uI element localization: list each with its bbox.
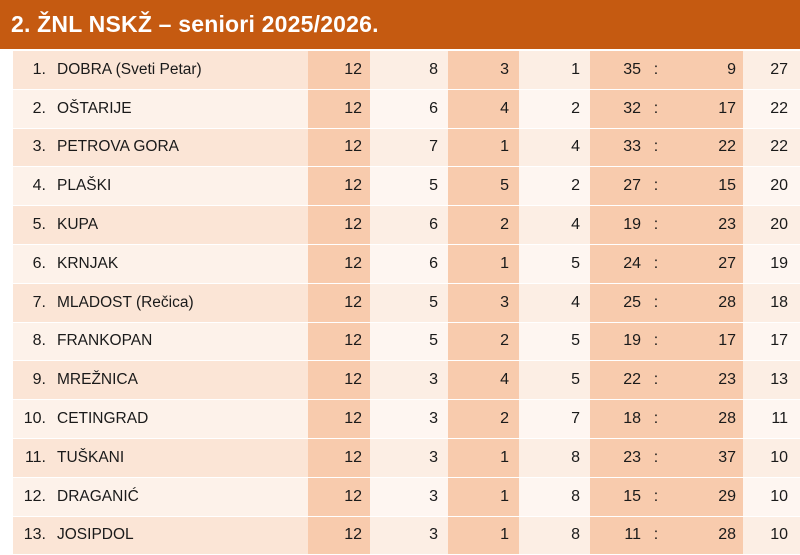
position-cell: 8.: [32, 332, 46, 350]
goals-for-cell: 24: [590, 245, 643, 283]
lost-cell: 8: [519, 478, 590, 516]
draw-cell: 2: [448, 323, 519, 361]
team-name-cell: MREŽNICA: [57, 371, 138, 389]
won-cell: 8: [370, 51, 448, 89]
goals-separator: :: [643, 478, 669, 516]
points-cell: 11: [743, 400, 800, 438]
goals-separator: :: [643, 323, 669, 361]
goals-against-cell: 23: [669, 206, 743, 244]
goals-against-cell: 27: [669, 245, 743, 283]
table-row: [13, 400, 800, 439]
goals-separator: :: [643, 167, 669, 205]
position-cell: 2.: [32, 99, 46, 117]
position-cell: 6.: [32, 254, 46, 272]
team-name-cell: PETROVA GORA: [57, 138, 180, 156]
position-cell: 3.: [32, 138, 46, 156]
position-cell: 9.: [32, 371, 46, 389]
team-name-cell: KUPA: [57, 216, 99, 234]
draw-cell: 1: [448, 517, 519, 555]
table-row: [13, 284, 800, 323]
team-name-cell: DOBRA (Sveti Petar): [57, 60, 202, 78]
goals-against-cell: 28: [669, 284, 743, 322]
table-row: [13, 245, 800, 284]
team-name-cell: TUŠKANI: [57, 448, 125, 466]
table-row: [13, 51, 800, 90]
table-row: [13, 478, 800, 517]
table-row: [13, 90, 800, 129]
won-cell: 5: [370, 284, 448, 322]
played-cell: 12: [308, 478, 370, 516]
goals-for-cell: 19: [590, 206, 643, 244]
points-cell: 20: [743, 167, 800, 205]
won-cell: 7: [370, 129, 448, 167]
played-cell: 12: [308, 361, 370, 399]
lost-cell: 4: [519, 284, 590, 322]
lost-cell: 8: [519, 517, 590, 555]
position-cell: 12.: [23, 487, 46, 505]
goals-separator: :: [643, 284, 669, 322]
points-cell: 10: [743, 478, 800, 516]
team-name-cell: PLAŠKI: [57, 177, 112, 195]
goals-separator: :: [643, 361, 669, 399]
won-cell: 3: [370, 400, 448, 438]
goals-separator: :: [643, 90, 669, 128]
position-cell: 5.: [32, 216, 46, 234]
goals-against-cell: 28: [669, 400, 743, 438]
draw-cell: 2: [448, 400, 519, 438]
goals-separator: :: [643, 51, 669, 89]
played-cell: 12: [308, 129, 370, 167]
table-row: [13, 361, 800, 400]
goals-for-cell: 22: [590, 361, 643, 399]
goals-against-cell: 37: [669, 439, 743, 477]
won-cell: 3: [370, 439, 448, 477]
draw-cell: 3: [448, 51, 519, 89]
lost-cell: 2: [519, 167, 590, 205]
goals-for-cell: 19: [590, 323, 643, 361]
draw-cell: 1: [448, 129, 519, 167]
draw-cell: 1: [448, 439, 519, 477]
lost-cell: 5: [519, 245, 590, 283]
goals-for-cell: 15: [590, 478, 643, 516]
won-cell: 5: [370, 323, 448, 361]
goals-for-cell: 18: [590, 400, 643, 438]
team-name-cell: DRAGANIĆ: [57, 487, 139, 505]
points-cell: 10: [743, 517, 800, 555]
won-cell: 6: [370, 245, 448, 283]
team-name-cell: FRANKOPAN: [57, 332, 153, 350]
position-cell: 7.: [32, 293, 46, 311]
goals-for-cell: 27: [590, 167, 643, 205]
lost-cell: 1: [519, 51, 590, 89]
played-cell: 12: [308, 400, 370, 438]
draw-cell: 1: [448, 478, 519, 516]
position-cell: 4.: [32, 177, 46, 195]
goals-separator: :: [643, 400, 669, 438]
draw-cell: 4: [448, 361, 519, 399]
played-cell: 12: [308, 323, 370, 361]
goals-against-cell: 17: [669, 323, 743, 361]
table-row: [13, 323, 800, 362]
position-cell: 1.: [32, 60, 46, 78]
played-cell: 12: [308, 90, 370, 128]
played-cell: 12: [308, 167, 370, 205]
draw-cell: 5: [448, 167, 519, 205]
draw-cell: 3: [448, 284, 519, 322]
played-cell: 12: [308, 206, 370, 244]
played-cell: 12: [308, 245, 370, 283]
won-cell: 3: [370, 478, 448, 516]
team-name-cell: OŠTARIJE: [57, 99, 132, 117]
points-cell: 22: [743, 90, 800, 128]
goals-separator: :: [643, 129, 669, 167]
goals-separator: :: [643, 245, 669, 283]
points-cell: 13: [743, 361, 800, 399]
table-row: [13, 129, 800, 168]
draw-cell: 4: [448, 90, 519, 128]
points-cell: 27: [743, 51, 800, 89]
goals-for-cell: 35: [590, 51, 643, 89]
goals-for-cell: 32: [590, 90, 643, 128]
team-name-cell: JOSIPDOL: [57, 526, 134, 544]
lost-cell: 4: [519, 206, 590, 244]
points-cell: 18: [743, 284, 800, 322]
points-cell: 19: [743, 245, 800, 283]
draw-cell: 1: [448, 245, 519, 283]
lost-cell: 8: [519, 439, 590, 477]
played-cell: 12: [308, 51, 370, 89]
goals-separator: :: [643, 439, 669, 477]
table-row: [13, 206, 800, 245]
goals-separator: :: [643, 517, 669, 555]
goals-for-cell: 25: [590, 284, 643, 322]
goals-against-cell: 9: [669, 51, 743, 89]
points-cell: 22: [743, 129, 800, 167]
goals-against-cell: 17: [669, 90, 743, 128]
team-name-cell: MLADOST (Rečica): [57, 293, 194, 311]
won-cell: 5: [370, 167, 448, 205]
table-row: [13, 439, 800, 478]
points-cell: 10: [743, 439, 800, 477]
position-cell: 10.: [23, 410, 46, 428]
standings-table: [13, 51, 800, 555]
goals-for-cell: 33: [590, 129, 643, 167]
team-name-cell: CETINGRAD: [57, 410, 149, 428]
lost-cell: 7: [519, 400, 590, 438]
played-cell: 12: [308, 439, 370, 477]
won-cell: 3: [370, 361, 448, 399]
goals-against-cell: 28: [669, 517, 743, 555]
won-cell: 6: [370, 206, 448, 244]
position-cell: 11.: [24, 448, 46, 466]
goals-separator: :: [643, 206, 669, 244]
position-cell: 13.: [23, 526, 46, 544]
lost-cell: 2: [519, 90, 590, 128]
lost-cell: 5: [519, 361, 590, 399]
won-cell: 6: [370, 90, 448, 128]
goals-against-cell: 29: [669, 478, 743, 516]
played-cell: 12: [308, 284, 370, 322]
goals-against-cell: 22: [669, 129, 743, 167]
goals-for-cell: 23: [590, 439, 643, 477]
lost-cell: 5: [519, 323, 590, 361]
lost-cell: 4: [519, 129, 590, 167]
table-row: [13, 167, 800, 206]
table-title: 2. ŽNL NSKŽ – seniori 2025/2026.: [0, 0, 800, 49]
goals-against-cell: 15: [669, 167, 743, 205]
goals-for-cell: 11: [590, 517, 643, 555]
draw-cell: 2: [448, 206, 519, 244]
points-cell: 20: [743, 206, 800, 244]
played-cell: 12: [308, 517, 370, 555]
goals-against-cell: 23: [669, 361, 743, 399]
team-name-cell: KRNJAK: [57, 254, 119, 272]
table-row: [13, 517, 800, 555]
points-cell: 17: [743, 323, 800, 361]
won-cell: 3: [370, 517, 448, 555]
